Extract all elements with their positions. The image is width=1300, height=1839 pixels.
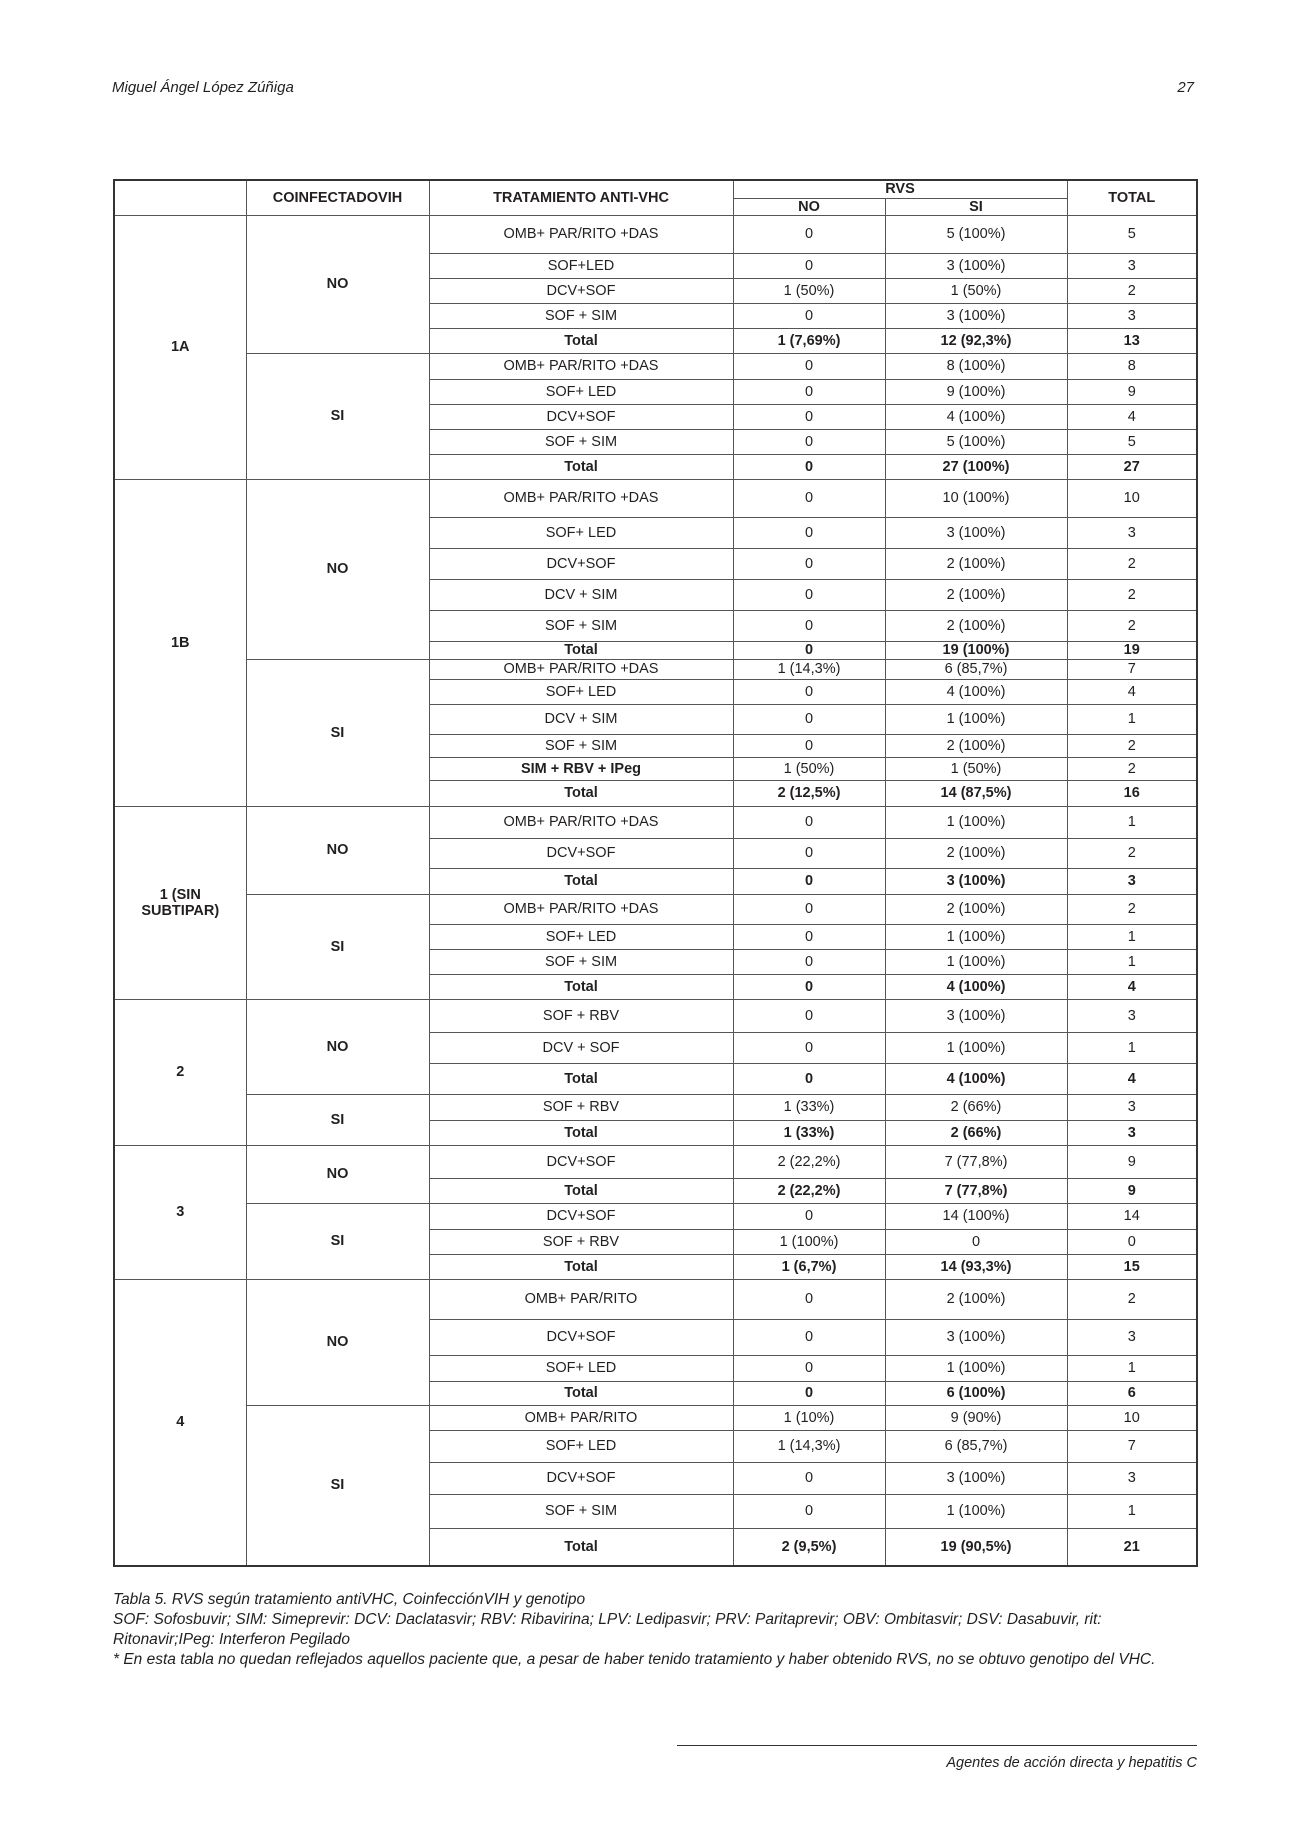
rvs-no-cell: 1 (33%) <box>733 1120 885 1145</box>
rvs-no-cell: 0 <box>733 838 885 868</box>
rvs-si-cell: 1 (100%) <box>885 806 1067 838</box>
rvs-no-cell: 0 <box>733 999 885 1032</box>
rvs-si-cell: 1 (100%) <box>885 924 1067 949</box>
coinfect-cell: NO <box>246 215 429 353</box>
treatment-cell: OMB+ PAR/RITO +DAS <box>429 894 733 924</box>
treatment-cell: SOF+ LED <box>429 679 733 704</box>
treatment-cell: SOF + RBV <box>429 1094 733 1120</box>
total-cell: 6 <box>1067 1381 1197 1405</box>
rvs-si-cell: 6 (85,7%) <box>885 1430 1067 1462</box>
treatment-cell: Total <box>429 868 733 894</box>
treatment-cell: Total <box>429 454 733 479</box>
treatment-cell: SOF+ LED <box>429 924 733 949</box>
rvs-no-cell: 0 <box>733 548 885 579</box>
rvs-si-cell: 6 (100%) <box>885 1381 1067 1405</box>
treatment-cell: DCV+SOF <box>429 278 733 303</box>
total-cell: 1 <box>1067 806 1197 838</box>
coinfect-cell: NO <box>246 999 429 1094</box>
table-row <box>114 1405 1197 1430</box>
table-row <box>114 1094 1197 1120</box>
table-row <box>114 1203 1197 1229</box>
rvs-no-cell: 0 <box>733 868 885 894</box>
rvs-no-cell: 2 (22,2%) <box>733 1145 885 1178</box>
rvs-si-cell: 1 (100%) <box>885 704 1067 734</box>
table-row <box>114 999 1197 1032</box>
treatment-cell: SOF+ LED <box>429 379 733 404</box>
total-cell: 2 <box>1067 757 1197 780</box>
rvs-si-cell: 3 (100%) <box>885 253 1067 278</box>
table-row <box>114 1279 1197 1319</box>
rvs-no-cell: 2 (12,5%) <box>733 780 885 806</box>
total-cell: 4 <box>1067 679 1197 704</box>
total-cell: 3 <box>1067 999 1197 1032</box>
rvs-no-cell: 1 (33%) <box>733 1094 885 1120</box>
rvs-no-cell: 0 <box>733 679 885 704</box>
caption-title: Tabla 5. RVS según tratamiento antiVHC, CoinfecciónVIH y genotipo <box>113 1591 586 1608</box>
rvs-si-cell: 3 (100%) <box>885 1462 1067 1494</box>
table-row <box>114 215 1197 253</box>
treatment-cell: DCV+SOF <box>429 1462 733 1494</box>
rvs-no-cell: 0 <box>733 806 885 838</box>
header-treatment: TRATAMIENTO ANTI-VHC <box>429 180 733 215</box>
rvs-no-cell: 0 <box>733 1279 885 1319</box>
rvs-no-cell: 0 <box>733 1381 885 1405</box>
treatment-cell: SOF + SIM <box>429 610 733 641</box>
table-caption <box>113 1590 1197 1670</box>
rvs-no-cell: 0 <box>733 1319 885 1355</box>
rvs-si-cell: 1 (100%) <box>885 1032 1067 1063</box>
treatment-cell: Total <box>429 1120 733 1145</box>
genotype-cell: 4 <box>114 1279 246 1566</box>
table-row <box>114 1145 1197 1178</box>
rvs-si-cell: 2 (100%) <box>885 610 1067 641</box>
rvs-si-cell: 2 (100%) <box>885 579 1067 610</box>
rvs-results-table <box>113 179 1198 1567</box>
total-cell: 10 <box>1067 1405 1197 1430</box>
rvs-no-cell: 0 <box>733 353 885 379</box>
rvs-si-cell: 4 (100%) <box>885 404 1067 429</box>
total-cell: 2 <box>1067 548 1197 579</box>
rvs-no-cell: 2 (22,2%) <box>733 1178 885 1203</box>
rvs-no-cell: 0 <box>733 924 885 949</box>
total-cell: 3 <box>1067 1094 1197 1120</box>
rvs-si-cell: 1 (50%) <box>885 757 1067 780</box>
header-rvs: RVS <box>733 180 1067 198</box>
rvs-si-cell: 1 (100%) <box>885 1355 1067 1381</box>
rvs-no-cell: 1 (50%) <box>733 278 885 303</box>
total-cell: 9 <box>1067 1178 1197 1203</box>
total-cell: 5 <box>1067 215 1197 253</box>
table-row <box>114 353 1197 379</box>
coinfect-cell: NO <box>246 1279 429 1405</box>
total-cell: 5 <box>1067 429 1197 454</box>
rvs-no-cell: 0 <box>733 1032 885 1063</box>
total-cell: 3 <box>1067 253 1197 278</box>
total-cell: 1 <box>1067 1032 1197 1063</box>
rvs-si-cell: 2 (100%) <box>885 734 1067 757</box>
treatment-cell: SOF + SIM <box>429 949 733 974</box>
total-cell: 8 <box>1067 353 1197 379</box>
rvs-no-cell: 0 <box>733 1203 885 1229</box>
treatment-cell: DCV + SOF <box>429 1032 733 1063</box>
rvs-no-cell: 0 <box>733 1494 885 1528</box>
rvs-si-cell: 14 (93,3%) <box>885 1254 1067 1279</box>
running-footer-title: Agentes de acción directa y hepatitis C <box>946 1755 1197 1771</box>
coinfect-cell: NO <box>246 479 429 659</box>
caption-note: * En esta tabla no quedan reflejados aquellos paciente que, a pesar de haber tenido tratamiento y haber obtenido RVS, no se obtuvo genotipo del VHC. <box>113 1651 1156 1668</box>
rvs-no-cell: 0 <box>733 1063 885 1094</box>
treatment-cell: OMB+ PAR/RITO +DAS <box>429 479 733 517</box>
treatment-cell: Total <box>429 780 733 806</box>
rvs-si-cell: 5 (100%) <box>885 429 1067 454</box>
rvs-no-cell: 0 <box>733 949 885 974</box>
rvs-no-cell: 0 <box>733 704 885 734</box>
rvs-si-cell: 3 (100%) <box>885 1319 1067 1355</box>
rvs-no-cell: 1 (100%) <box>733 1229 885 1254</box>
treatment-cell: DCV+SOF <box>429 1203 733 1229</box>
treatment-cell: Total <box>429 1381 733 1405</box>
total-cell: 1 <box>1067 949 1197 974</box>
treatment-cell: SOF + SIM <box>429 1494 733 1528</box>
total-cell: 3 <box>1067 1120 1197 1145</box>
rvs-si-cell: 9 (90%) <box>885 1405 1067 1430</box>
rvs-si-cell: 2 (66%) <box>885 1120 1067 1145</box>
rvs-si-cell: 2 (100%) <box>885 548 1067 579</box>
treatment-cell: SOF + SIM <box>429 734 733 757</box>
total-cell: 3 <box>1067 1319 1197 1355</box>
rvs-no-cell: 0 <box>733 454 885 479</box>
treatment-cell: OMB+ PAR/RITO <box>429 1405 733 1430</box>
total-cell: 13 <box>1067 328 1197 353</box>
total-cell: 16 <box>1067 780 1197 806</box>
rvs-no-cell: 1 (14,3%) <box>733 659 885 679</box>
total-cell: 7 <box>1067 1430 1197 1462</box>
rvs-no-cell: 0 <box>733 974 885 999</box>
genotype-cell: 3 <box>114 1145 246 1279</box>
genotype-cell: 1A <box>114 215 246 479</box>
treatment-cell: SOF + SIM <box>429 429 733 454</box>
total-cell: 4 <box>1067 1063 1197 1094</box>
total-cell: 0 <box>1067 1229 1197 1254</box>
treatment-cell: DCV + SIM <box>429 704 733 734</box>
treatment-cell: DCV + SIM <box>429 579 733 610</box>
coinfect-cell: SI <box>246 894 429 999</box>
rvs-no-cell: 0 <box>733 610 885 641</box>
rvs-si-cell: 19 (100%) <box>885 641 1067 659</box>
rvs-si-cell: 0 <box>885 1229 1067 1254</box>
header-genotype <box>114 180 246 215</box>
total-cell: 2 <box>1067 579 1197 610</box>
rvs-si-cell: 4 (100%) <box>885 679 1067 704</box>
rvs-si-cell: 7 (77,8%) <box>885 1145 1067 1178</box>
rvs-no-cell: 0 <box>733 1355 885 1381</box>
coinfect-cell: SI <box>246 659 429 806</box>
total-cell: 2 <box>1067 278 1197 303</box>
total-cell: 2 <box>1067 734 1197 757</box>
treatment-cell: OMB+ PAR/RITO +DAS <box>429 806 733 838</box>
rvs-si-cell: 9 (100%) <box>885 379 1067 404</box>
total-cell: 3 <box>1067 517 1197 548</box>
running-header-author: Miguel Ángel López Zúñiga <box>112 79 294 96</box>
total-cell: 4 <box>1067 404 1197 429</box>
total-cell: 3 <box>1067 868 1197 894</box>
rvs-no-cell: 1 (7,69%) <box>733 328 885 353</box>
total-cell: 27 <box>1067 454 1197 479</box>
treatment-cell: SOF + RBV <box>429 1229 733 1254</box>
rvs-si-cell: 2 (100%) <box>885 1279 1067 1319</box>
treatment-cell: SOF+LED <box>429 253 733 278</box>
total-cell: 9 <box>1067 1145 1197 1178</box>
rvs-no-cell: 1 (6,7%) <box>733 1254 885 1279</box>
treatment-cell: Total <box>429 641 733 659</box>
treatment-cell: DCV+SOF <box>429 1319 733 1355</box>
coinfect-cell: SI <box>246 1405 429 1566</box>
total-cell: 1 <box>1067 1494 1197 1528</box>
rvs-si-cell: 14 (87,5%) <box>885 780 1067 806</box>
rvs-no-cell: 0 <box>733 429 885 454</box>
total-cell: 2 <box>1067 610 1197 641</box>
rvs-no-cell: 0 <box>733 215 885 253</box>
treatment-cell: SOF+ LED <box>429 1430 733 1462</box>
total-cell: 1 <box>1067 1355 1197 1381</box>
treatment-cell: Total <box>429 974 733 999</box>
rvs-no-cell: 0 <box>733 641 885 659</box>
rvs-no-cell: 0 <box>733 303 885 328</box>
rvs-no-cell: 0 <box>733 1462 885 1494</box>
rvs-si-cell: 12 (92,3%) <box>885 328 1067 353</box>
total-cell: 10 <box>1067 479 1197 517</box>
page-number: 27 <box>1177 79 1194 96</box>
treatment-cell: Total <box>429 1063 733 1094</box>
rvs-si-cell: 3 (100%) <box>885 999 1067 1032</box>
table-row <box>114 806 1197 838</box>
genotype-cell: 1 (SIN SUBTIPAR) <box>114 806 246 999</box>
table-row <box>114 894 1197 924</box>
caption-abbreviations: SOF: Sofosbuvir; SIM: Simeprevir: DCV: Daclatasvir; RBV: Ribavirina; LPV: Ledipasvir; PRV: Paritaprevir; OBV: Ombitasvir; DSV: Dasabuvir, rit: Ritonavir;IPeg: Interferon Pegilado <box>113 1611 1102 1648</box>
rvs-si-cell: 6 (85,7%) <box>885 659 1067 679</box>
rvs-no-cell: 0 <box>733 517 885 548</box>
rvs-si-cell: 2 (100%) <box>885 894 1067 924</box>
total-cell: 9 <box>1067 379 1197 404</box>
rvs-si-cell: 3 (100%) <box>885 303 1067 328</box>
treatment-cell: Total <box>429 328 733 353</box>
treatment-cell: OMB+ PAR/RITO <box>429 1279 733 1319</box>
coinfect-cell: SI <box>246 1203 429 1279</box>
rvs-no-cell: 1 (50%) <box>733 757 885 780</box>
rvs-no-cell: 1 (10%) <box>733 1405 885 1430</box>
rvs-si-cell: 10 (100%) <box>885 479 1067 517</box>
rvs-no-cell: 0 <box>733 894 885 924</box>
treatment-cell: SOF + SIM <box>429 303 733 328</box>
coinfect-cell: NO <box>246 806 429 894</box>
treatment-cell: OMB+ PAR/RITO +DAS <box>429 353 733 379</box>
treatment-cell: Total <box>429 1254 733 1279</box>
rvs-si-cell: 4 (100%) <box>885 974 1067 999</box>
rvs-si-cell: 14 (100%) <box>885 1203 1067 1229</box>
rvs-si-cell: 19 (90,5%) <box>885 1528 1067 1566</box>
rvs-si-cell: 4 (100%) <box>885 1063 1067 1094</box>
treatment-cell: Total <box>429 1528 733 1566</box>
total-cell: 1 <box>1067 704 1197 734</box>
total-cell: 2 <box>1067 1279 1197 1319</box>
rvs-si-cell: 1 (50%) <box>885 278 1067 303</box>
rvs-no-cell: 0 <box>733 404 885 429</box>
total-cell: 2 <box>1067 894 1197 924</box>
header-rvs-si: SI <box>885 198 1067 215</box>
coinfect-cell: NO <box>246 1145 429 1203</box>
total-cell: 4 <box>1067 974 1197 999</box>
treatment-cell: DCV+SOF <box>429 838 733 868</box>
total-cell: 19 <box>1067 641 1197 659</box>
total-cell: 3 <box>1067 1462 1197 1494</box>
rvs-si-cell: 2 (66%) <box>885 1094 1067 1120</box>
footer-rule <box>677 1745 1197 1746</box>
rvs-no-cell: 0 <box>733 734 885 757</box>
treatment-cell: DCV+SOF <box>429 1145 733 1178</box>
rvs-si-cell: 3 (100%) <box>885 517 1067 548</box>
table-row <box>114 659 1197 679</box>
treatment-cell: DCV+SOF <box>429 548 733 579</box>
treatment-cell: Total <box>429 1178 733 1203</box>
rvs-no-cell: 1 (14,3%) <box>733 1430 885 1462</box>
header-total: TOTAL <box>1067 180 1197 215</box>
treatment-cell: OMB+ PAR/RITO +DAS <box>429 215 733 253</box>
total-cell: 3 <box>1067 303 1197 328</box>
table-row <box>114 479 1197 517</box>
rvs-si-cell: 27 (100%) <box>885 454 1067 479</box>
header-coinfect: COINFECTADOVIH <box>246 180 429 215</box>
rvs-si-cell: 5 (100%) <box>885 215 1067 253</box>
header-rvs-no: NO <box>733 198 885 215</box>
treatment-cell: OMB+ PAR/RITO +DAS <box>429 659 733 679</box>
rvs-si-cell: 1 (100%) <box>885 949 1067 974</box>
treatment-cell: DCV+SOF <box>429 404 733 429</box>
total-cell: 7 <box>1067 659 1197 679</box>
treatment-cell: SOF+ LED <box>429 1355 733 1381</box>
total-cell: 2 <box>1067 838 1197 868</box>
treatment-cell: SOF + RBV <box>429 999 733 1032</box>
rvs-no-cell: 0 <box>733 253 885 278</box>
rvs-no-cell: 0 <box>733 479 885 517</box>
rvs-si-cell: 8 (100%) <box>885 353 1067 379</box>
total-cell: 14 <box>1067 1203 1197 1229</box>
total-cell: 21 <box>1067 1528 1197 1566</box>
total-cell: 1 <box>1067 924 1197 949</box>
rvs-no-cell: 0 <box>733 379 885 404</box>
genotype-cell: 2 <box>114 999 246 1145</box>
total-cell: 15 <box>1067 1254 1197 1279</box>
coinfect-cell: SI <box>246 353 429 479</box>
rvs-si-cell: 3 (100%) <box>885 868 1067 894</box>
rvs-si-cell: 1 (100%) <box>885 1494 1067 1528</box>
rvs-no-cell: 0 <box>733 579 885 610</box>
treatment-cell: SOF+ LED <box>429 517 733 548</box>
treatment-cell: SIM + RBV + IPeg <box>429 757 733 780</box>
genotype-cell: 1B <box>114 479 246 806</box>
rvs-si-cell: 7 (77,8%) <box>885 1178 1067 1203</box>
rvs-no-cell: 2 (9,5%) <box>733 1528 885 1566</box>
rvs-si-cell: 2 (100%) <box>885 838 1067 868</box>
coinfect-cell: SI <box>246 1094 429 1145</box>
